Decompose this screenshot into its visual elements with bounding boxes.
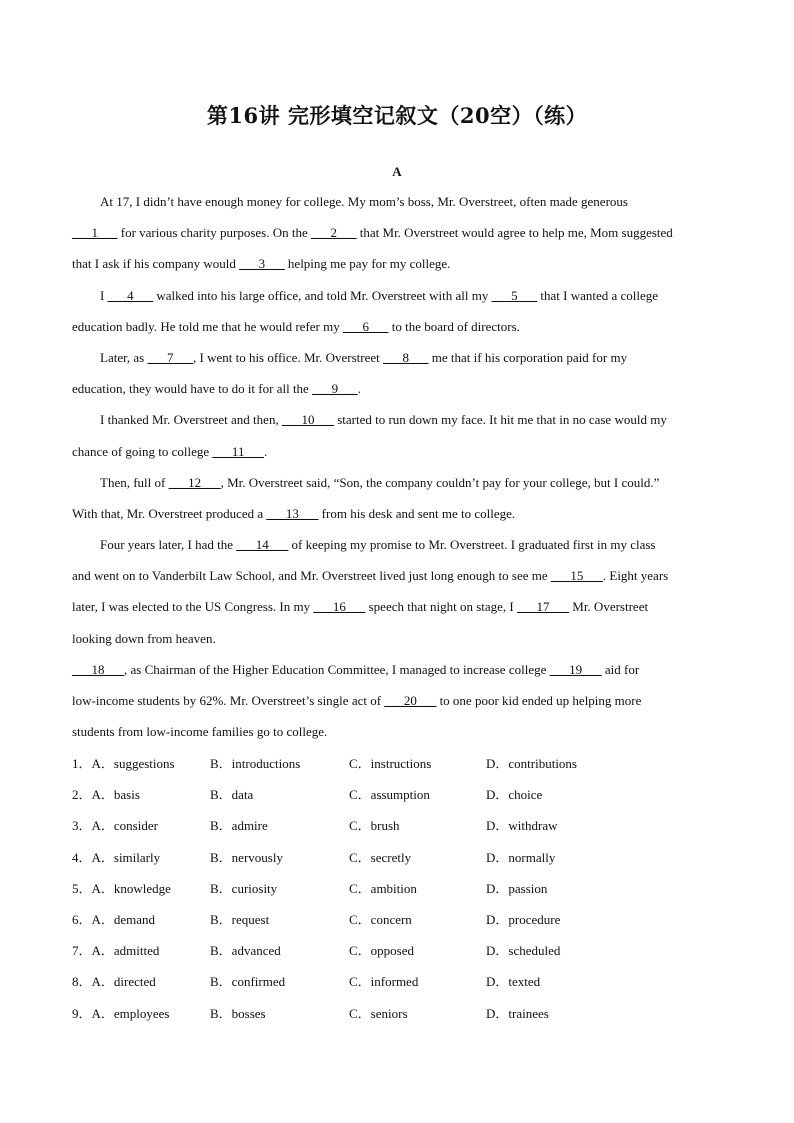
- passage-line: [72, 373, 722, 404]
- passage: [72, 186, 722, 747]
- passage-text: At 17, I didn’t have enough money for college. My mom’s boss, Mr. Overstreet, often made generous: [100, 194, 628, 209]
- option-c: C．instructions: [349, 756, 432, 771]
- passage-line: [72, 467, 722, 498]
- passage-text: , Mr. Overstreet said, “Son, the company couldn’t pay for your college, but I could.”: [220, 474, 660, 490]
- passage-line: [72, 654, 722, 685]
- passage-line: [72, 248, 722, 279]
- passage-line: [72, 623, 722, 654]
- option-c: C．brush: [349, 818, 400, 834]
- question-row: [72, 966, 722, 997]
- passage-text: , as Chairman of the Higher Education Committee, I managed to increase college: [124, 661, 550, 677]
- passage-text: started to run down my face. It hit me that in no case would my: [333, 412, 667, 428]
- option-a: 8．A．directed: [72, 974, 156, 990]
- option-c: C．concern: [349, 911, 412, 927]
- passage-line: [72, 404, 722, 435]
- passage-line: [72, 436, 722, 467]
- passage-text: Then, full of: [100, 474, 169, 490]
- option-d: D．choice: [486, 787, 543, 803]
- passage-text: . Eight years: [602, 568, 669, 584]
- blank-5: ___5___: [491, 287, 538, 303]
- passage-text: Four years later, I had the: [100, 537, 237, 553]
- option-c: C．opposed: [349, 943, 415, 959]
- passage-line: [72, 186, 722, 217]
- option-b: B．nervously: [210, 849, 283, 865]
- question-row: [72, 842, 722, 873]
- passage-text: that I wanted a college: [537, 287, 659, 303]
- passage-text: looking down from heaven.: [72, 630, 216, 646]
- passage-text: Mr. Overstreet: [569, 599, 649, 615]
- option-d: D．contributions: [486, 756, 577, 771]
- blank-1: ___1___: [72, 225, 118, 241]
- option-b: B．introductions: [210, 756, 301, 771]
- passage-text: Later, as: [100, 349, 148, 365]
- passage-text: chance of going to college: [72, 443, 213, 459]
- blank-8: ___8___: [383, 349, 429, 365]
- passage-text: that Mr. Overstreet would agree to help me, Mom suggested: [356, 225, 673, 241]
- blank-3: ___3___: [239, 256, 285, 272]
- passage-text: me that if his corporation paid for my: [428, 349, 628, 365]
- option-c: C．seniors: [349, 1005, 408, 1021]
- option-a: 9．A．employees: [72, 1005, 170, 1021]
- option-a: 5．A．knowledge: [72, 880, 171, 896]
- option-c: C．informed: [349, 974, 419, 990]
- blank-9: ___9___: [312, 381, 358, 397]
- question-row: [72, 998, 722, 1029]
- question-row: [72, 748, 722, 779]
- passage-text: .: [263, 443, 268, 459]
- question-row: [72, 873, 722, 904]
- option-c: C．secretly: [349, 849, 412, 865]
- passage-text: , I went to his office. Mr. Overstreet: [192, 349, 384, 365]
- blank-13: ___13___: [266, 505, 319, 521]
- option-d: D．procedure: [486, 911, 561, 927]
- option-d: D．withdraw: [486, 818, 558, 834]
- question-options: [72, 748, 722, 1029]
- question-row: [72, 935, 722, 966]
- option-a: 4．A．similarly: [72, 849, 161, 865]
- option-a: 3．A．consider: [72, 818, 158, 834]
- option-d: D．trainees: [486, 1005, 549, 1021]
- passage-text: walked into his large office, and told Mr. Overstreet with all my: [153, 287, 492, 303]
- passage-text: of keeping my promise to Mr. Overstreet. I graduated first in my class: [288, 537, 656, 553]
- passage-text: and went on to Vanderbilt Law School, and Mr. Overstreet lived just long enough to see me: [72, 568, 551, 584]
- passage-line: [72, 342, 722, 373]
- blank-18: ___18___: [72, 661, 124, 677]
- blank-17: ___17___: [517, 599, 570, 615]
- option-b: B．admire: [210, 818, 268, 834]
- option-b: B．confirmed: [210, 974, 286, 990]
- blank-15: ___15___: [550, 568, 603, 584]
- passage-line: [72, 529, 722, 560]
- blank-6: ___6___: [343, 318, 389, 334]
- question-row: [72, 810, 722, 841]
- passage-text: speech that night on stage, I: [365, 599, 518, 615]
- blank-16: ___16___: [313, 599, 366, 615]
- passage-text: helping me pay for my college.: [284, 256, 451, 272]
- blank-19: ___19___: [549, 661, 602, 677]
- passage-line: [72, 685, 722, 716]
- passage-text: I: [100, 287, 108, 303]
- section-label: A: [392, 164, 402, 179]
- option-d: D．passion: [486, 880, 548, 896]
- option-a: 7．A．admitted: [72, 943, 160, 959]
- option-b: B．request: [210, 911, 270, 927]
- passage-text: education, they would have to do it for all the: [72, 381, 313, 397]
- option-a: 1．A．suggestions: [72, 756, 175, 771]
- option-b: B．advanced: [210, 943, 281, 959]
- option-b: B．bosses: [210, 1005, 266, 1021]
- passage-line: [72, 716, 722, 747]
- option-a: 2．A．basis: [72, 787, 140, 803]
- passage-text: to the board of directors.: [388, 318, 520, 334]
- blank-2: ___2___: [311, 225, 357, 241]
- passage-text: to one poor kid ended up helping more: [436, 693, 642, 708]
- option-a: 6．A．demand: [72, 911, 156, 927]
- blank-12: ___12___: [168, 474, 221, 490]
- blank-11: ___11___: [212, 443, 264, 459]
- blank-14: ___14___: [236, 537, 289, 553]
- question-row: [72, 779, 722, 810]
- blank-10: ___10___: [281, 412, 334, 428]
- passage-line: [72, 591, 722, 622]
- passage-text: .: [357, 381, 361, 397]
- option-b: B．curiosity: [210, 880, 278, 896]
- passage-text: students from low-income families go to college.: [72, 724, 328, 740]
- passage-line: [72, 217, 722, 248]
- question-row: [72, 904, 722, 935]
- option-d: D．normally: [486, 849, 556, 865]
- passage-text: education badly. He told me that he would refer my: [72, 318, 343, 334]
- passage-text: from his desk and sent me to college.: [318, 505, 516, 521]
- passage-text: later, I was elected to the US Congress. In my: [72, 599, 314, 615]
- passage-line: [72, 498, 722, 529]
- blank-7: ___7___: [147, 349, 193, 365]
- option-c: C．ambition: [349, 880, 417, 896]
- blank-4: ___4___: [107, 287, 154, 303]
- option-d: D．scheduled: [486, 943, 561, 959]
- option-d: D．texted: [486, 974, 541, 990]
- option-b: B．data: [210, 787, 254, 803]
- passage-text: I thanked Mr. Overstreet and then,: [100, 412, 282, 428]
- passage-text: that I ask if his company would: [72, 256, 240, 272]
- passage-line: [72, 311, 722, 342]
- passage-line: [72, 280, 722, 311]
- passage-text: low-income students by 62%. Mr. Overstreet’s single act of: [72, 693, 385, 708]
- page-title: 第16讲 完形填空记叙文（20空）（练）: [206, 103, 588, 128]
- option-c: C．assumption: [349, 787, 430, 803]
- blank-20: ___20___: [384, 693, 437, 708]
- passage-line: [72, 560, 722, 591]
- passage-text: With that, Mr. Overstreet produced a: [72, 505, 267, 521]
- passage-text: aid for: [601, 661, 640, 677]
- passage-text: for various charity purposes. On the: [117, 225, 312, 241]
